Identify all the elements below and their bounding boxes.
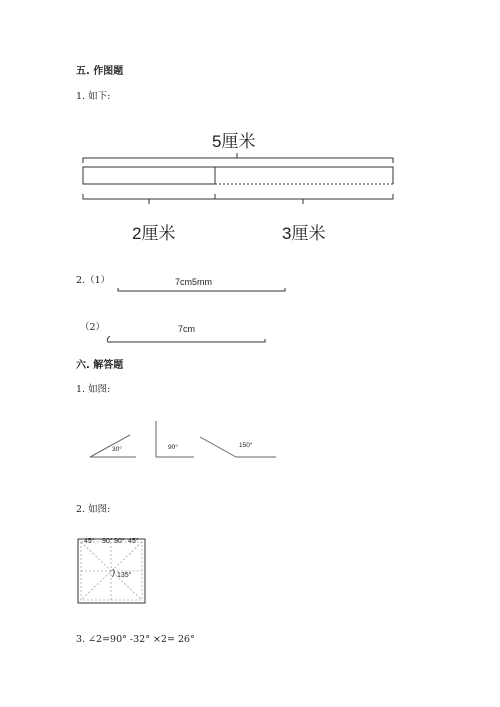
angle-90-label: 90° [168,444,178,451]
top-length-label: 5厘米 [212,132,256,151]
angle-90-b-label: 90° [114,538,125,545]
dashed-segment-frame [215,167,393,184]
square-figure [0,535,500,615]
measure-2-line [0,330,500,360]
angle-45-right-label: 45° [128,538,139,545]
angle-150-ray [200,437,236,457]
right-brace [215,194,393,204]
right-length-label: 3厘米 [282,224,326,243]
measure-1-label: 7cm5mm [175,277,213,287]
top-brace [83,153,393,163]
angle-30-label: 30° [112,446,122,453]
q6-2-label: 2. 如图: [76,504,111,515]
section-5-heading: 五. 作图题 [76,66,124,77]
angle-30-ray [90,435,130,457]
segment-diagram [0,0,500,260]
angle-135-label: 135° [117,572,132,579]
section-6-heading: 六. 解答题 [76,360,124,371]
q6-1-label: 1. 如图: [76,384,111,395]
left-length-label: 2厘米 [132,224,176,243]
q6-3-text: 3. ∠2=90° -32° ×2= 26° [76,634,195,645]
angle-45-left-label: 45° [84,538,95,545]
left-brace [83,194,215,204]
q2-part1-label: 2.（1） [76,275,111,286]
angle-150-label: 150° [239,442,253,449]
segment-lines [0,0,500,260]
measure-1-line [0,280,500,310]
measure-2-label: 7cm [178,324,196,334]
solid-segment [83,167,215,184]
angle-90-a-label: 90° [102,538,113,545]
q2-part2-label: （2） [80,322,106,333]
q1-label: 1. 如下: [76,91,111,102]
